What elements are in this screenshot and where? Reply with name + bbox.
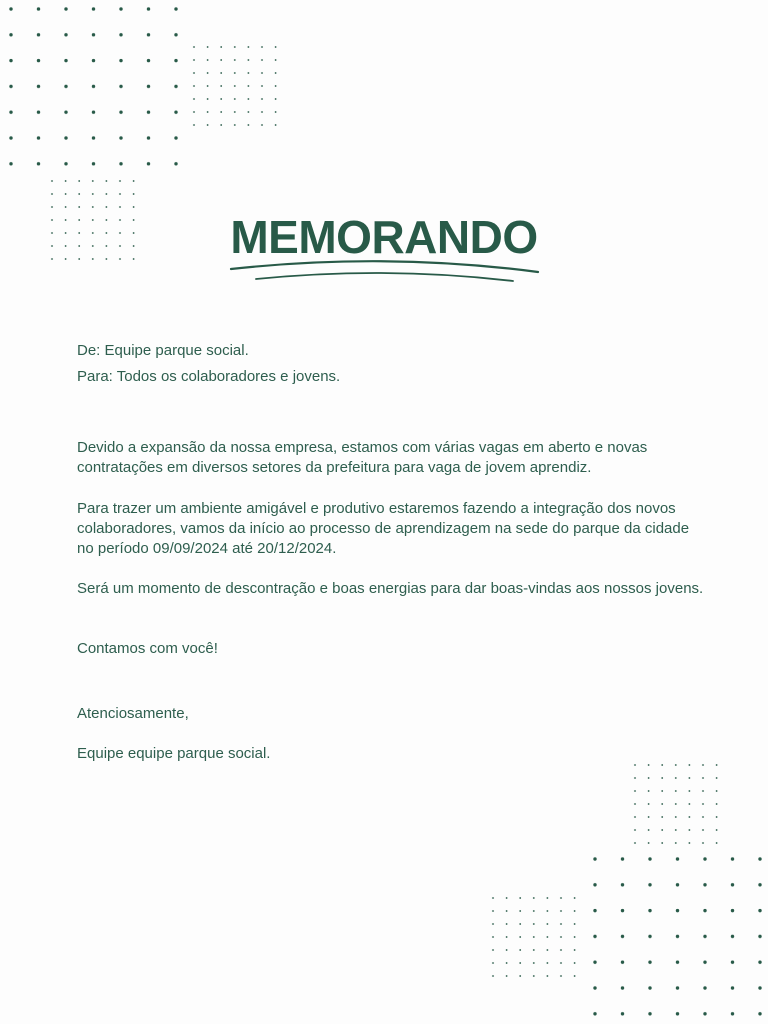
signature-line: Equipe equipe parque social. [77, 745, 271, 762]
dot-pattern-top-left-small [188, 40, 288, 135]
closing-line: Atenciosamente, [77, 705, 189, 722]
dot-pattern-top-left-large [0, 0, 190, 175]
title-underline-swoosh [226, 256, 546, 286]
dot-pattern-bottom-right-small [486, 890, 586, 985]
dot-pattern-bottom-right-large [578, 845, 768, 1024]
body-paragraph-2: Para trazer um ambiente amigável e produtivo estaremos fazendo a integração dos novos colaboradores, vamos da início ao processo de aprendizagem na sede do parque da cidade no período 09/09/2024 até 20/12/2024. [77, 500, 690, 557]
dot-pattern-right-mid [628, 758, 728, 853]
memo-title: MEMORANDO [230, 211, 538, 263]
from-line: De: Equipe parque social. [77, 342, 249, 359]
body-paragraph-1: Devido a expansão da nossa empresa, estamos com várias vagas em aberto e novas contratações em diversos setores da prefeitura para vaga de jovem aprendiz. [77, 439, 648, 476]
to-line: Para: Todos os colaboradores e jovens. [77, 368, 341, 385]
body-paragraph-4: Contamos com você! [77, 640, 218, 657]
body-paragraph-3: Será um momento de descontração e boas energias para dar boas-vindas aos nossos jovens. [77, 580, 704, 597]
